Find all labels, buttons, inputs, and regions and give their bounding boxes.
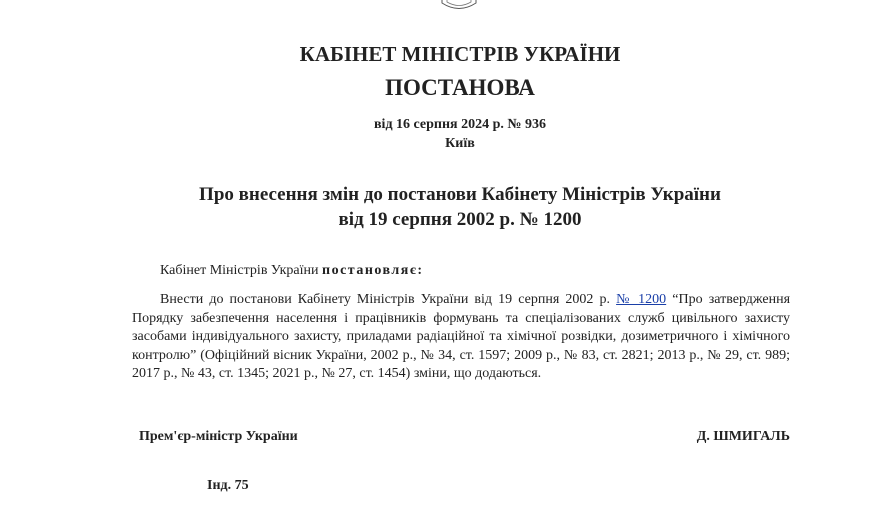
document-type: ПОСТАНОВА: [385, 75, 535, 100]
signatory-position: Прем'єр-міністр України: [139, 429, 298, 444]
coat-of-arms-icon: [440, 0, 478, 10]
resolution-title: [0, 182, 878, 232]
document-city: Київ: [445, 136, 475, 151]
document-index: Інд. 75: [207, 478, 249, 493]
intro-text: Кабінет Міністрів України: [160, 263, 322, 278]
body-paragraph: [132, 291, 790, 384]
body-text-after-link: “Про затвердження Порядку забезпечення населення і працівників формувань та спеціалізованих служб цивільного захисту засобами індивідуального захисту, приладами радіаційної та хімічної розвідки, дозиметричного і хімічного контролю” (Офіційний вісник України, 2002 р., № 34, ст. 1597; 2009 р., № 83, ст. 2821; 2013 р., № 29, ст. 989; 2017 р., № 43, ст. 1345; 2021 р., № 27, ст. 1454) зміни, що додаються.: [132, 292, 791, 381]
organization-title: КАБІНЕТ МІНІСТРІВ УКРАЇНИ: [299, 42, 621, 66]
document-date-number: від 16 серпня 2024 р. № 936: [374, 117, 546, 132]
resolution-1200-link[interactable]: № 1200: [616, 292, 667, 307]
resolution-title-line-1: Про внесення змін до постанови Кабінету Міністрів України: [199, 184, 721, 205]
resolution-title-line-2: від 19 серпня 2002 р. № 1200: [338, 209, 582, 230]
intro-verb: постановляє:: [322, 263, 424, 278]
signatory-name: Д. ШМИГАЛЬ: [696, 429, 790, 444]
body-text-before-link: Внести до постанови Кабінету Міністрів України від 19 серпня 2002 р.: [160, 292, 617, 307]
intro-paragraph: [132, 262, 790, 281]
